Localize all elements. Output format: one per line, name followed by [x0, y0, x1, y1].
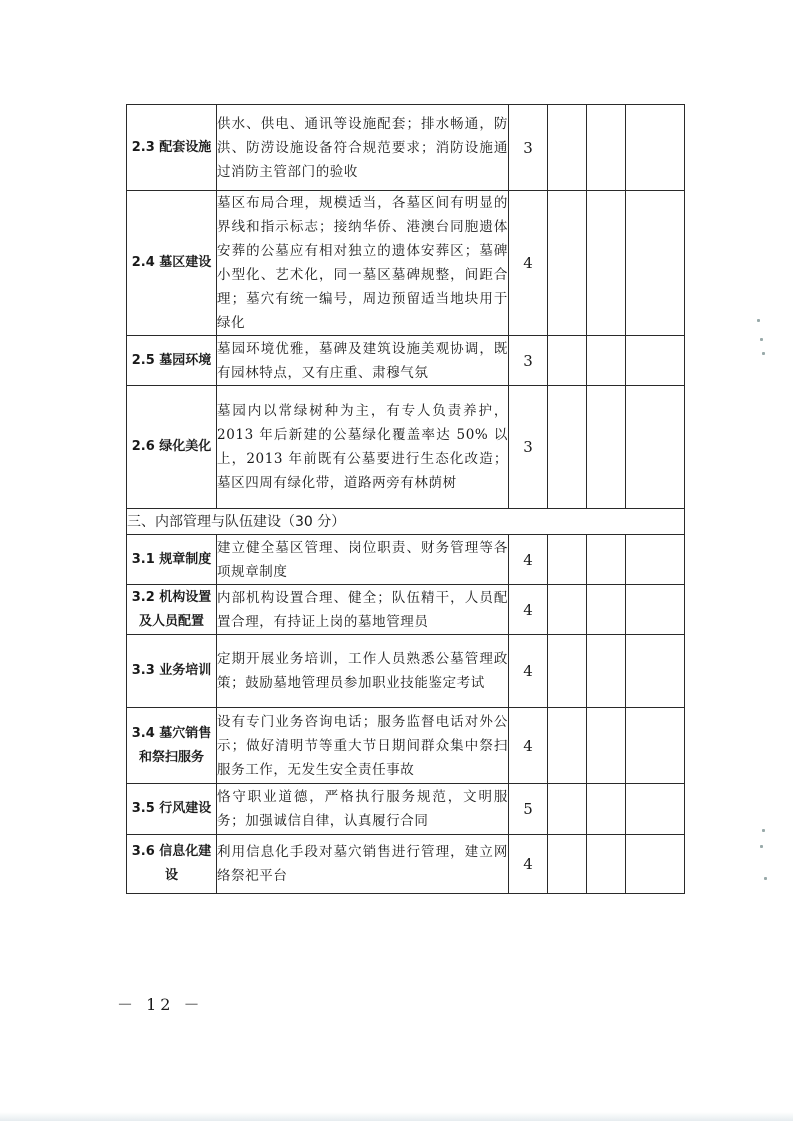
scan-speck	[760, 845, 763, 848]
blank-cell	[548, 105, 587, 191]
item-description: 墓区布局合理，规模适当，各墓区间有明显的界线和指示标志；接纳华侨、港澳台同胞遗体安葬的公墓应有相对独立的遗体安葬区；墓碑小型化、艺术化，同一墓区墓碑规整，间距合理；墓穴有统一编号，周边预留适当地块用于绿化	[217, 191, 509, 336]
item-name: 3.1 规章制度	[127, 535, 217, 585]
item-score: 4	[509, 635, 548, 708]
item-name: 3.5 行风建设	[127, 784, 217, 835]
item-score: 3	[509, 386, 548, 509]
table-row	[127, 635, 685, 708]
blank-cell	[548, 336, 587, 386]
item-description: 恪守职业道德，严格执行服务规范，文明服务；加强诚信自律，认真履行合同	[217, 784, 509, 835]
table-row	[127, 585, 685, 635]
blank-cell	[587, 191, 626, 336]
item-score: 5	[509, 784, 548, 835]
blank-cell	[587, 708, 626, 784]
item-score: 4	[509, 835, 548, 894]
item-description: 建立健全墓区管理、岗位职责、财务管理等各项规章制度	[217, 535, 509, 585]
blank-cell	[548, 535, 587, 585]
page-number: － 12 －	[117, 995, 204, 1014]
blank-cell	[626, 191, 685, 336]
blank-cell	[626, 386, 685, 509]
item-name: 2.6 绿化美化	[127, 386, 217, 509]
blank-cell	[587, 835, 626, 894]
table-row	[127, 336, 685, 386]
evaluation-table	[126, 104, 685, 894]
blank-cell	[626, 535, 685, 585]
item-description: 墓园环境优雅，墓碑及建筑设施美观协调，既有园林特点，又有庄重、肃穆气氛	[217, 336, 509, 386]
scan-speck	[762, 352, 765, 355]
item-description: 墓园内以常绿树种为主，有专人负责养护，2013 年后新建的公墓绿化覆盖率达 50% 以上，2013 年前既有公墓要进行生态化改造；墓区四周有绿化带，道路两旁有林荫树	[217, 386, 509, 509]
blank-cell	[587, 585, 626, 635]
blank-cell	[626, 708, 685, 784]
section-heading: 三、内部管理与队伍建设（30 分）	[127, 509, 685, 535]
item-description: 设有专门业务咨询电话；服务监督电话对外公示；做好清明节等重大节日期间群众集中祭扫服务工作，无发生安全责任事故	[217, 708, 509, 784]
item-name: 2.5 墓园环境	[127, 336, 217, 386]
blank-cell	[626, 336, 685, 386]
scan-speck	[762, 829, 765, 832]
item-score: 4	[509, 708, 548, 784]
item-name: 3.6 信息化建设	[127, 835, 217, 894]
blank-cell	[548, 386, 587, 509]
item-description: 利用信息化手段对墓穴销售进行管理，建立网络祭祀平台	[217, 835, 509, 894]
section-row	[127, 509, 685, 535]
item-name: 3.3 业务培训	[127, 635, 217, 708]
item-score: 3	[509, 336, 548, 386]
table-row	[127, 105, 685, 191]
blank-cell	[587, 336, 626, 386]
blank-cell	[548, 191, 587, 336]
scan-speck	[760, 338, 763, 341]
scan-speck	[764, 877, 767, 880]
table-row	[127, 191, 685, 336]
blank-cell	[587, 386, 626, 509]
blank-cell	[626, 105, 685, 191]
blank-cell	[548, 585, 587, 635]
table-row	[127, 386, 685, 509]
scan-edge	[0, 1112, 793, 1121]
blank-cell	[587, 784, 626, 835]
blank-cell	[548, 708, 587, 784]
blank-cell	[548, 784, 587, 835]
blank-cell	[548, 835, 587, 894]
blank-cell	[626, 585, 685, 635]
item-score: 3	[509, 105, 548, 191]
item-score: 4	[509, 585, 548, 635]
item-description: 供水、供电、通讯等设施配套；排水畅通，防洪、防涝设施设备符合规范要求；消防设施通过消防主管部门的验收	[217, 105, 509, 191]
item-name: 3.4 墓穴销售和祭扫服务	[127, 708, 217, 784]
table-row	[127, 708, 685, 784]
item-score: 4	[509, 535, 548, 585]
blank-cell	[587, 105, 626, 191]
item-name: 2.4 墓区建设	[127, 191, 217, 336]
table-row	[127, 835, 685, 894]
blank-cell	[626, 835, 685, 894]
blank-cell	[626, 635, 685, 708]
blank-cell	[587, 635, 626, 708]
table-row	[127, 784, 685, 835]
blank-cell	[548, 635, 587, 708]
table-row	[127, 535, 685, 585]
blank-cell	[626, 784, 685, 835]
blank-cell	[587, 535, 626, 585]
item-description: 定期开展业务培训，工作人员熟悉公墓管理政策；鼓励墓地管理员参加职业技能鉴定考试	[217, 635, 509, 708]
item-score: 4	[509, 191, 548, 336]
item-name: 2.3 配套设施	[127, 105, 217, 191]
item-name: 3.2 机构设置及人员配置	[127, 585, 217, 635]
item-description: 内部机构设置合理、健全；队伍精干，人员配置合理，有持证上岗的墓地管理员	[217, 585, 509, 635]
scan-speck	[757, 319, 760, 322]
